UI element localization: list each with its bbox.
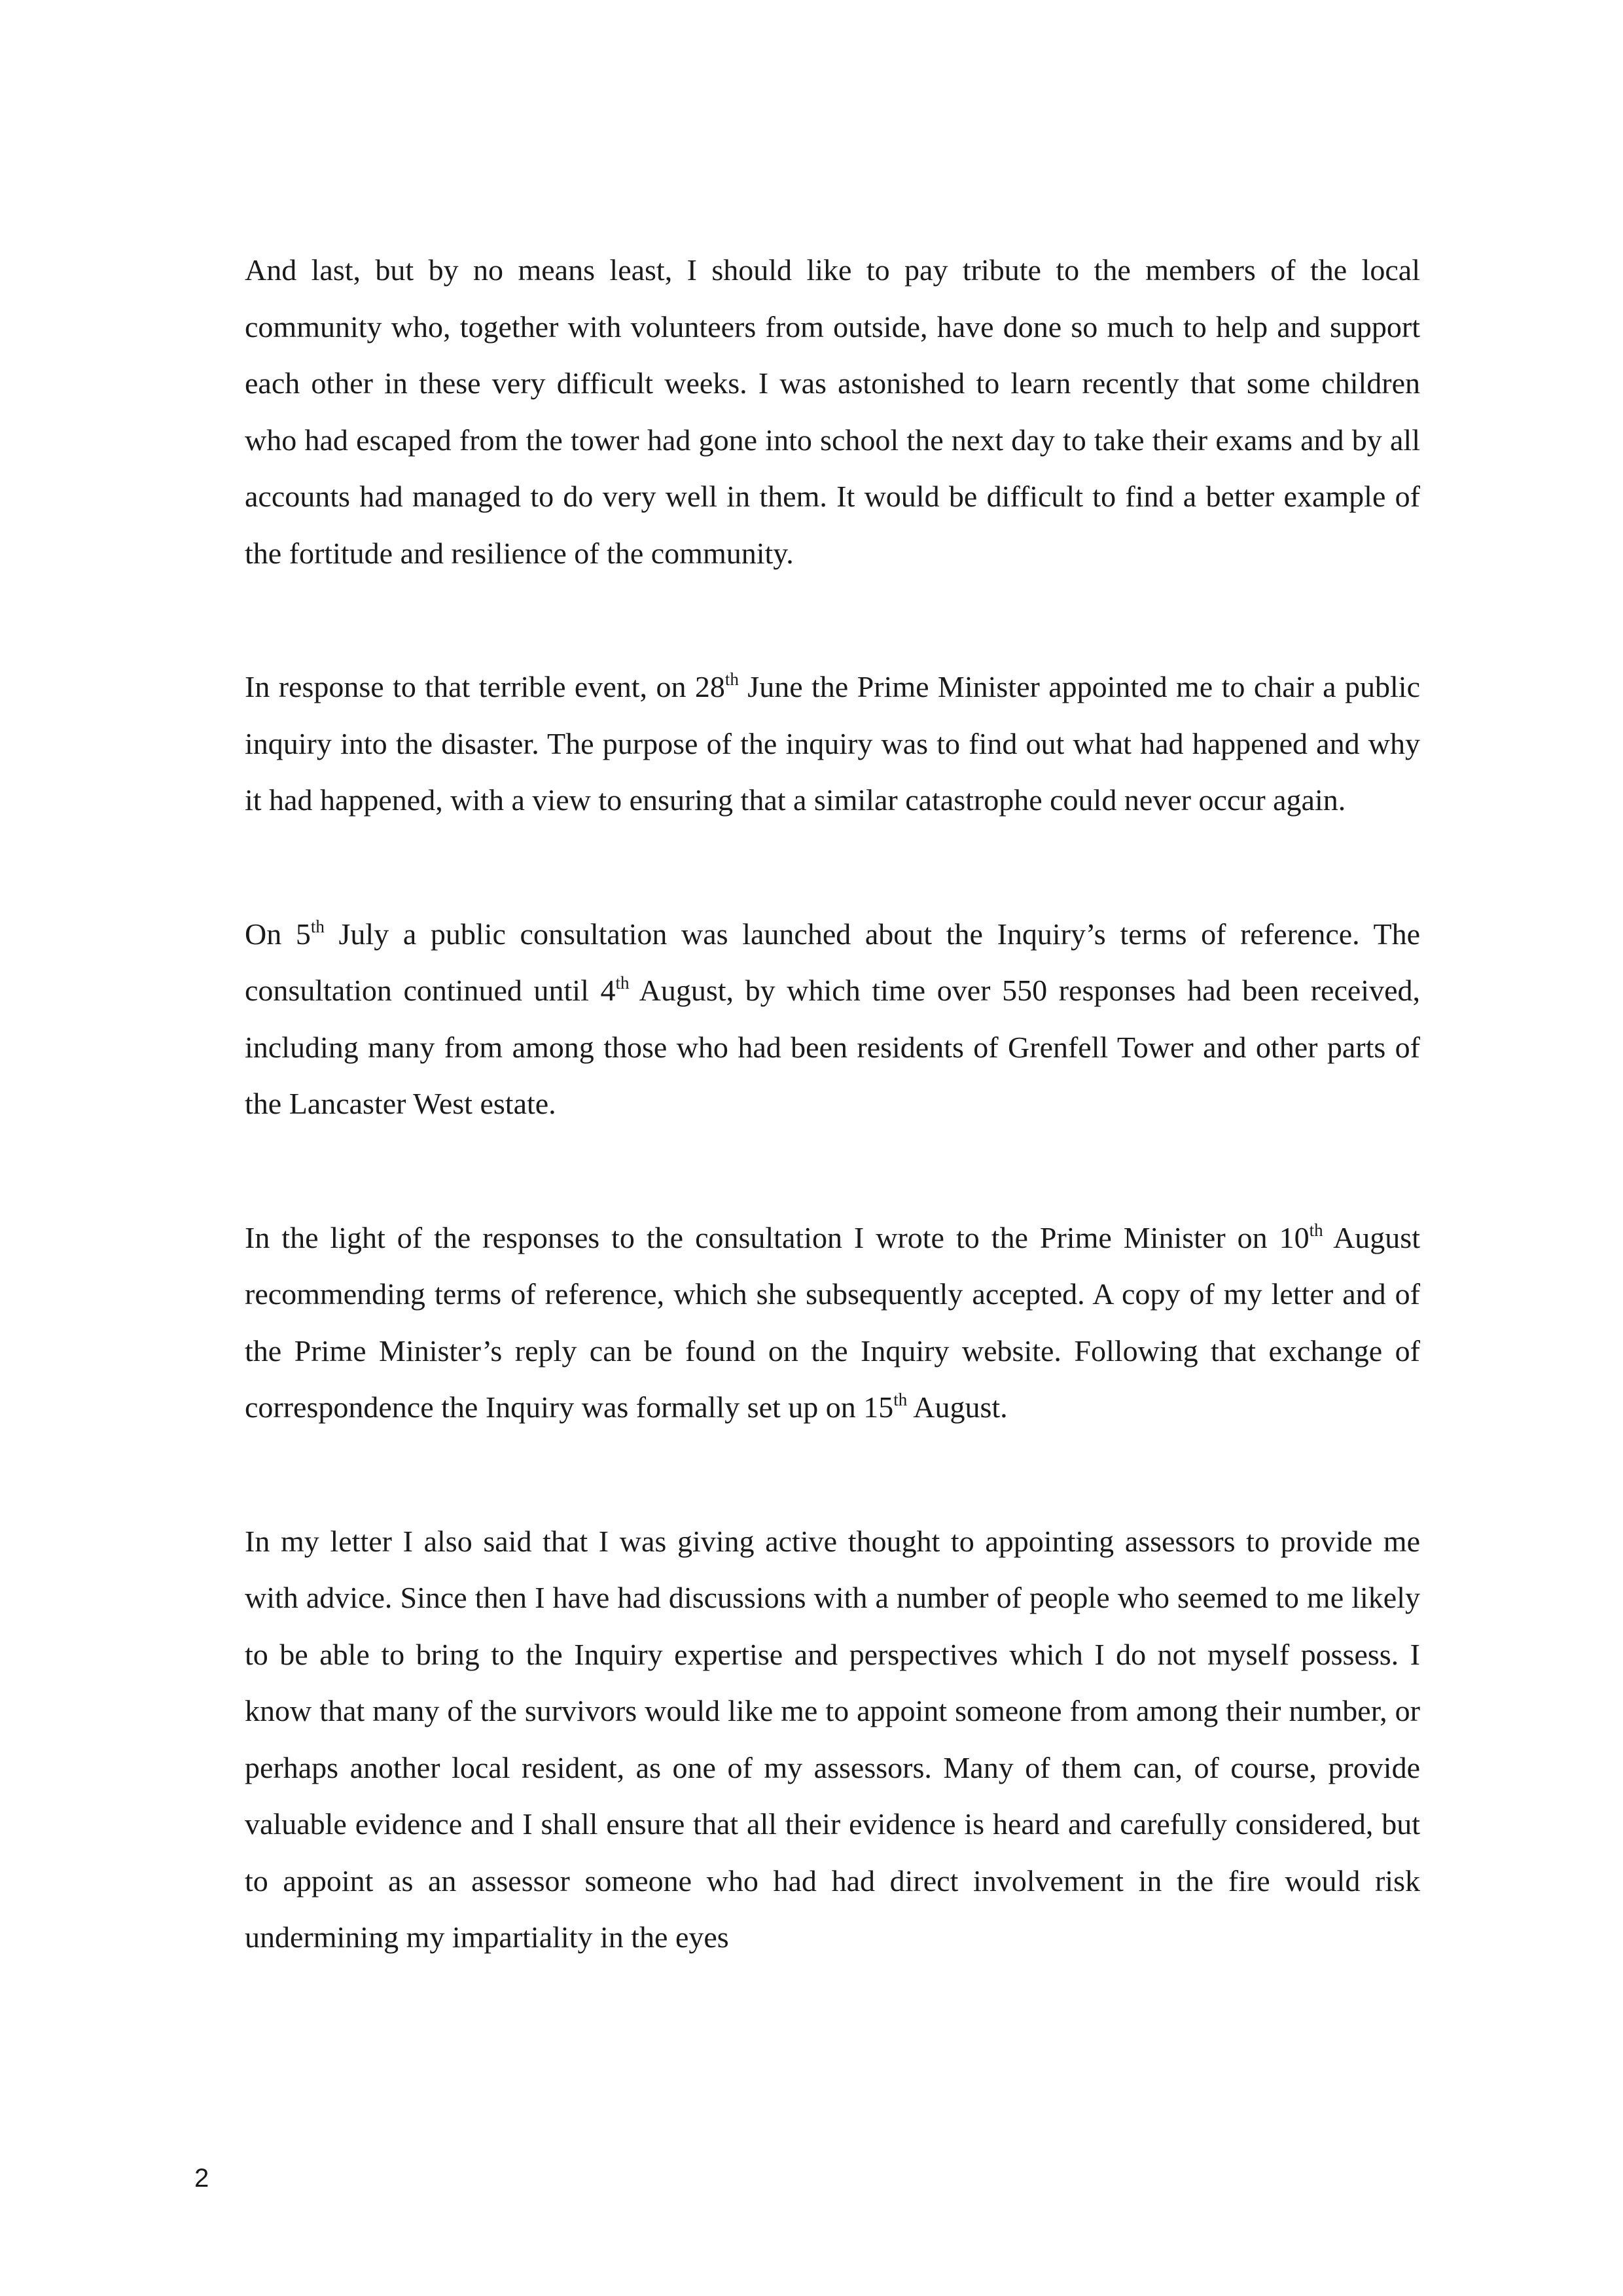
paragraph-text: August. [907,1390,1008,1424]
ordinal-suffix: th [615,973,630,993]
paragraph-text: August, by which time over 550 responses had been received, including many from among those who had been residents of Grenfell Tower and other parts of the Lancaster West estate. [245,974,1420,1120]
paragraph-tribute [245,242,1420,582]
paragraph-consultation [245,906,1420,1133]
ordinal-suffix: th [893,1390,908,1409]
paragraph-text: In the light of the responses to the consultation I wrote to the Prime Minister on 10 [245,1220,1310,1254]
paragraph-text: August recommending terms of reference, which she subsequently accepted. A copy of my letter and of the Prime Minister’s reply can be found on the Inquiry website. Following that exchange of correspondence the Inquiry was formally set up on 15 [245,1220,1420,1424]
ordinal-suffix: th [310,916,325,936]
page-number: 2 [194,2164,209,2193]
paragraph-text: In my letter I also said that I was giving active thought to appointing assessors to provide me with advice. Since then I have had discussions with a number of people who seemed to me likely to be able to bring to the Inquiry expertise and perspectives which I do not myself possess. I know that many of the survivors would like me to appoint someone from among their number, or perhaps another local resident, as one of my assessors. Many of them can, of course, provide valuable evidence and I shall ensure that all their evidence is heard and carefully considered, but to appoint as an assessor someone who had had direct involvement in the fire would risk undermining my impartiality in the eyes [245,1524,1420,1954]
paragraph-text: And last, but by no means least, I should like to pay tribute to the members of the local community who, together with volunteers from outside, have done so much to help and support each other in these very difficult weeks. I was astonished to learn recently that some children who had escaped from the tower had gone into school the next day to take their exams and by all accounts had managed to do very well in them. It would be difficult to find a better example of the fortitude and resilience of the community. [245,253,1420,570]
ordinal-suffix: th [724,669,739,689]
paragraph-text: On 5 [245,917,311,951]
ordinal-suffix: th [1309,1220,1323,1240]
body-text [245,242,1420,1966]
paragraph-text: July a public consultation was launched about the Inquiry’s terms of reference. The consultation continued until 4 [245,917,1420,1007]
paragraph-inquiry-appointment [245,659,1420,829]
paragraph-text: In response to that terrible event, on 28 [245,670,725,703]
paragraph-text: June the Prime Minister appointed me to chair a public inquiry into the disaster. The purpose of the inquiry was to find out what had happened and why it had happened, with a view to ensuring that a similar catastrophe could never occur again. [245,670,1420,817]
paragraph-terms-of-reference [245,1210,1420,1436]
paragraph-assessors [245,1513,1420,1966]
